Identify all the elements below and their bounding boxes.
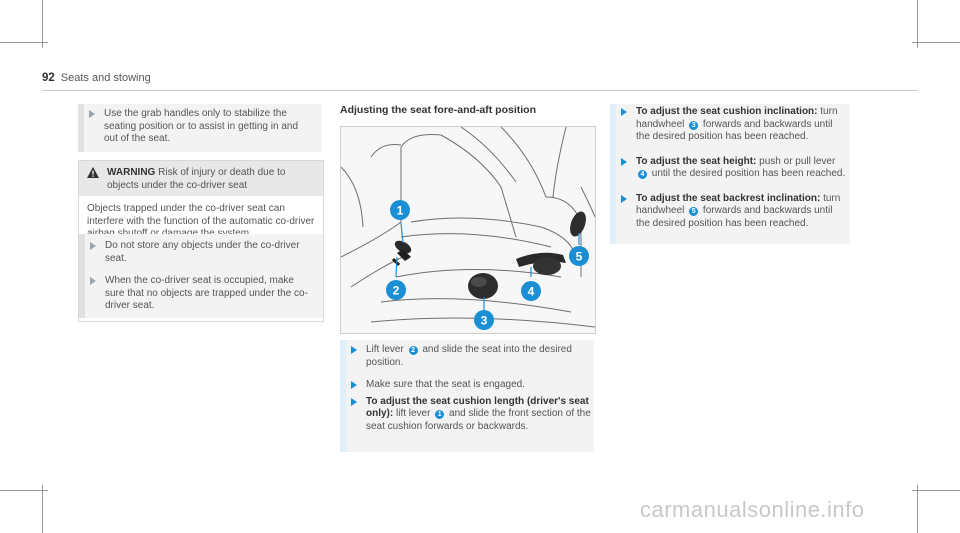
crop-mark (917, 0, 918, 48)
step-text: turn handwheel (636, 106, 838, 130)
bullet-arrow-icon (89, 110, 95, 118)
step-heading: To adjust the seat cushion inclination: (636, 106, 818, 117)
page-number: 92 (42, 72, 55, 84)
callout-badge (390, 200, 410, 220)
warning-header (79, 161, 323, 196)
step-text: forwards and backwards until the desired position has been reached. (636, 118, 833, 142)
crop-mark (42, 0, 43, 48)
callout-badge: 3 (689, 121, 698, 130)
callout-label: 3 (480, 313, 488, 328)
bullet-arrow-icon (351, 381, 357, 389)
section-title: Seats and stowing (60, 72, 151, 84)
callout-badge: 2 (409, 346, 418, 355)
list-item (610, 104, 848, 144)
seat-illustration (340, 126, 596, 334)
callout-badge (386, 280, 406, 300)
step-text: forwards and backwards until the desired position has been reached. (636, 205, 833, 229)
steps-block-middle (340, 340, 594, 452)
crop-mark (917, 485, 918, 533)
step-text: Lift lever (366, 344, 407, 355)
warning-title-text: Risk of injury or death due to objects under the co-driver seat (107, 167, 286, 191)
intro-bullet-block (78, 104, 322, 152)
step-text: turn handwheel (636, 192, 841, 216)
callout-badge: 4 (638, 170, 647, 179)
list-item (79, 234, 315, 265)
seat-drawing (341, 127, 595, 333)
crop-mark (0, 42, 48, 43)
step-heading: To adjust the seat backrest inclination: (636, 192, 821, 204)
step-text: and slide the front section of the seat cushion forwards or backwards. (366, 408, 591, 432)
warning-label: WARNING (107, 167, 156, 178)
crop-mark (0, 490, 48, 491)
bullet-arrow-icon (90, 242, 96, 250)
bullet-arrow-icon (351, 398, 357, 406)
list-item (79, 265, 315, 313)
list-item (78, 104, 314, 146)
warning-triangle-icon (87, 167, 99, 178)
warning-body: Objects trapped under the co-driver seat can interfere with the function of the automatic co-driver (87, 203, 315, 227)
watermark: carmanualsonline.info (640, 497, 865, 522)
callout-label: 5 (575, 249, 583, 264)
page-header (42, 72, 151, 84)
header-rule (42, 90, 918, 91)
callout-badge: 5 (689, 207, 698, 216)
list-item (340, 392, 591, 434)
callout-label: 1 (396, 203, 404, 218)
list-item (610, 181, 848, 231)
crop-mark (912, 42, 960, 43)
step-text: Make sure that the seat is engaged. (366, 379, 525, 390)
list-item (340, 340, 591, 369)
steps-block-right (610, 104, 850, 244)
callout-badge: 1 (435, 410, 444, 419)
warning-bullet-text: When the co-driver seat is occupied, make sure that no objects are trapped under the co-driver seat. (105, 275, 308, 311)
warning-box (78, 160, 324, 322)
callout-badge (521, 281, 541, 301)
list-item (610, 144, 848, 181)
bullet-arrow-icon (621, 195, 627, 203)
bullet-arrow-icon (351, 346, 357, 354)
warning-bullet-text: Do not store any objects under the co-driver seat. (105, 240, 300, 264)
bullet-arrow-icon (90, 277, 96, 285)
callout-badge (569, 246, 589, 266)
step-heading: To adjust the seat cushion length (driver's seat only): (366, 395, 589, 419)
step-text: push or pull lever (756, 155, 836, 167)
step-text: and slide the seat into the desired position. (366, 344, 572, 368)
crop-mark (912, 490, 960, 491)
intro-bullet-text: Use the grab handles only to stabilize the seating position or to assist in getting in and out of the seat. (104, 108, 299, 144)
section-heading: Adjusting the seat fore-and-aft position (340, 104, 536, 116)
list-item (340, 369, 591, 392)
crop-mark (42, 485, 43, 533)
step-heading: To adjust the seat height: (636, 155, 757, 167)
warning-title (107, 167, 317, 192)
step-text: lift lever (393, 408, 434, 419)
step-text: until the desired position has been reached. (649, 168, 846, 179)
bullet-arrow-icon (621, 108, 627, 116)
callout-label: 2 (392, 283, 400, 298)
warning-bullet-block (79, 234, 323, 318)
callout-label: 4 (527, 284, 535, 299)
bullet-arrow-icon (621, 158, 627, 166)
callout-badge (474, 310, 494, 330)
